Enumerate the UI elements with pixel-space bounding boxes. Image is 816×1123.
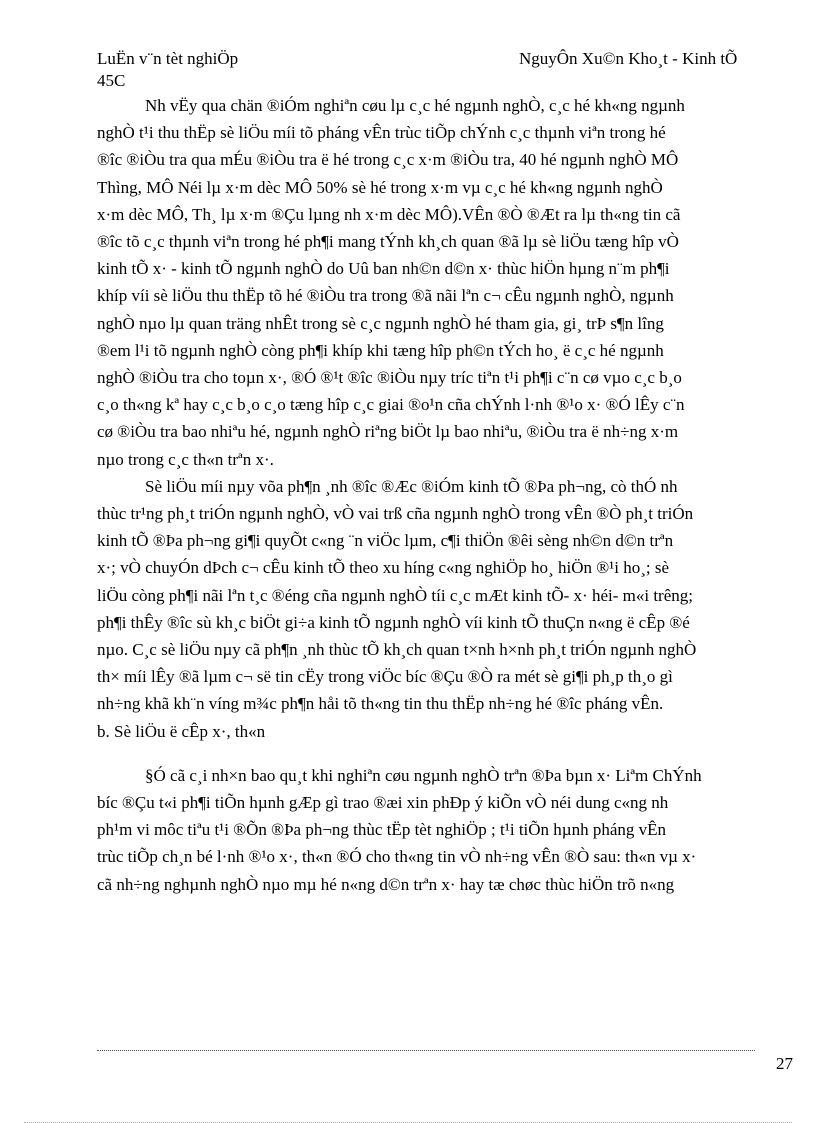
paragraph-3 [97,762,778,898]
text-line: nghÒ nµo lµ quan träng nhÊt trong sè c¸c ngµnh nghÒ hé tham gia, gi¸ trÞ s¶n lîng [97,313,664,333]
header-author: NguyÔn Xu©n Kho¸t - Kinh tÕ [519,49,738,68]
text-line: cã nh÷ng nghµnh nghÒ nµo mµ hé n«ng d©n trªn x· hay tæ chøc thùc hiÖn trõ n«ng [97,874,675,894]
text-line: Nh vËy qua chän ®iÓm nghiªn cøu lµ c¸c hé ngµnh nghÒ, c¸c hé kh«ng ngµnh [145,96,685,115]
text-line: thùc tr¹ng ph¸t triÓn ngµnh nghÒ, vÒ vai trß cña ngµnh nghÒ trong vÊn ®Ò ph¸t triÓn [97,504,694,524]
section-subheading: b. Sè liÖu ë cÊp x·, th«n [97,721,266,741]
text-line: c¸o th«ng kª hay c¸c b¸o c¸o tæng hîp c¸c giai ®o¹n cña chÝnh l·nh ®¹o x· ®Ó lÊy c¨n [97,395,685,415]
text-line: khíp víi sè liÖu thu thËp tõ hé ®iÒu tra trong ®ã nãi lªn c¬ cÊu ngµnh nghÒ, ngµnh [97,286,674,306]
text-line: x·m dèc MÔ, Th¸ lµ x·m ®Çu lµng nh x·m dèc MÔ).VÊn ®Ò ®Æt ra lµ th«ng tin cã [97,204,681,224]
text-line: Thìng, MÔ Néi lµ x·m dèc MÔ 50% sè hé trong x·m vµ c¸c hé kh«ng ngµnh nghÒ [97,177,663,197]
text-line: ph¹m vi môc tiªu t¹i ®Õn ®Þa ph¬ng thùc tËp tèt nghiÖp ; t¹i tiÕn hµnh pháng vÊn [97,820,667,840]
footer-divider [97,1050,755,1051]
text-line: nghÒ t¹i thu thËp sè liÖu míi tõ pháng vÊn trùc tiÕp chÝnh c¸c thµnh viªn trong hé [97,123,666,143]
header-left [97,48,238,92]
text-line: nghÒ ®iÒu tra cho toµn x·, ®Ó ®¹t ®îc ®iÒu nµy tríc tiªn t¹i ph¶i c¨n cø vµo c¸c b¸o [97,368,682,388]
text-line: ®îc ®iÒu tra qua mÉu ®iÒu tra ë hé trong c¸c x·m ®iÒu tra, 40 hé ngµnh nghÒ MÔ [97,150,679,170]
paragraph-2 [97,473,778,718]
spacer [97,745,778,762]
text-line: Sè liÖu míi nµy võa ph¶n ¸nh ®îc ®Æc ®iÓm kinh tÕ ®Þa ph¬ng, cò thÓ nh [145,476,678,496]
text-line: bíc ®Çu t«i ph¶i tiÕn hµnh gÆp gì trao ®æi xin phÐp ý kiÕn vÒ néi dung c«ng nh [97,793,669,813]
text-line: cø ®iÒu tra bao nhiªu hé, ngµnh nghÒ riªng biÖt lµ bao nhiªu, ®iÒu tra ë nh÷ng x·m [97,422,679,442]
text-line: ®em l¹i tõ ngµnh nghÒ còng ph¶i khíp khi tæng hîp ph©n tÝch ho¸ ë c¸c hé ngµnh [97,340,664,360]
text-line: nh÷ng khã kh¨n víng m¾c ph¶n håi tõ th«ng tin thu thËp nh÷ng hé ®îc pháng vÊn. [97,694,664,714]
text-line: nµo trong c¸c th«n trªn x·. [97,449,274,469]
text-line: kinh tÕ ®Þa ph¬ng gi¶i quyÕt c«ng ¨n viÖc lµm, c¶i thiÖn ®êi sèng nh©n d©n trªn [97,531,674,551]
text-line: x·; vÒ chuyÓn dÞch c¬ cÊu kinh tÕ theo xu híng c«ng nghiÖp ho¸ hiÖn ®¹i ho¸; sè [97,558,669,578]
text-line: ®îc tõ c¸c thµnh viªn trong hé ph¶i mang tÝnh kh¸ch quan ®ã lµ sè liÖu tæng hîp vÒ [97,232,679,252]
header-class-code: 45C [97,71,126,90]
paragraph-1 [97,92,778,473]
text-line: th× míi lÊy ®ã lµm c¬ së tin cËy trong viÖc bíc ®Çu ®Ò ra mét sè gi¶i ph¸p th¸o gì [97,667,673,687]
text-line: liÖu còng ph¶i nãi lªn t¸c ®éng cña ngµnh nghÒ tíi c¸c mÆt kinh tÕ- x· héi- m«i trêng; [97,585,693,605]
text-line: §Ó cã c¸i nh×n bao qu¸t khi nghiªn cøu ngµnh nghÒ trªn ®Þa bµn x· Liªm ChÝnh [145,765,702,785]
page-body [97,92,778,898]
text-line: kinh tÕ x· - kinh tÕ ngµnh nghÒ do Uû ban nh©n d©n x· thùc hiÖn hµng n¨m ph¶i [97,259,670,279]
text-line: ph¶i thÊy ®îc sù kh¸c biÖt gi÷a kinh tÕ ngµnh nghÒ víi kinh tÕ thuÇn n«ng ë cÊp ®é [97,612,690,632]
text-line: nµo. C¸c sè liÖu nµy cã ph¶n ¸nh thùc tÕ kh¸ch quan t×nh h×nh ph¸t triÓn ngµnh nghÒ [97,640,697,660]
page-number: 27 [776,1054,793,1073]
header-thesis-title: LuËn v¨n tèt nghiÖp [97,49,239,68]
text-line: trùc tiÕp ch¸n bé l·nh ®¹o x·, th«n ®Ó cho th«ng tin vÒ nh÷ng vÊn ®Ò sau: th«n vµ x· [97,847,697,867]
